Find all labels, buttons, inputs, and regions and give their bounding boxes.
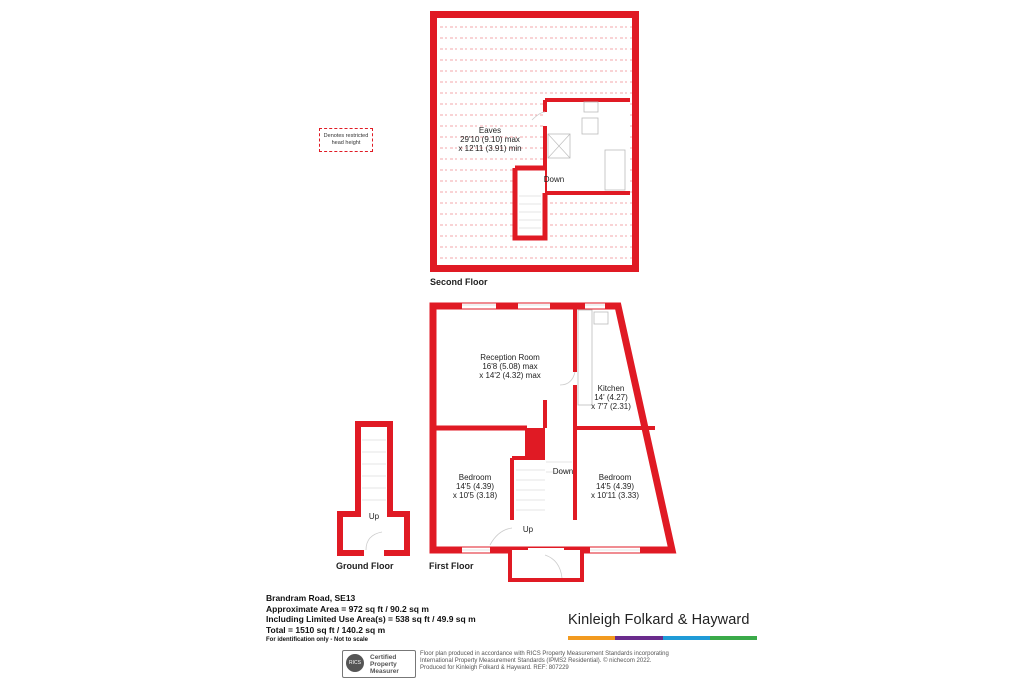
room-name: Reception Room (480, 353, 540, 362)
floor-label-first: First Floor (429, 561, 474, 571)
limited-area: Including Limited Use Area(s) = 538 sq ft / 49.9 sq m (266, 614, 476, 624)
room-dim: x 12'11 (3.91) min (458, 144, 522, 153)
room-dim: 29'10 (9.10) max (460, 135, 520, 144)
scale-note: For identification only - Not to scale (266, 637, 369, 643)
room-dim: x 14'2 (4.32) max (479, 371, 541, 380)
stairs-up-label-first: Up (522, 525, 534, 534)
room-label-eaves (440, 126, 540, 153)
room-name: Kitchen (597, 384, 625, 393)
legal-line: Floor plan produced in accordance with RICS Property Measurement Standards incorporating (420, 651, 669, 657)
rics-line: Property (370, 661, 397, 668)
stairs-down-label-first: Down (552, 467, 574, 476)
brand-bar-orange (568, 636, 615, 640)
restricted-height-legend (319, 128, 373, 152)
room-dim: x 10'11 (3.33) (590, 491, 640, 500)
rics-certified-badge (342, 650, 416, 678)
room-name: Bedroom (458, 473, 492, 482)
room-dim: 16'8 (5.08) max (482, 362, 538, 371)
room-label-bedroom-right (578, 473, 652, 500)
brand-name: Kinleigh Folkard & Hayward (568, 612, 750, 628)
room-dim: x 7'7 (2.31) (591, 402, 631, 411)
first-floor-plan (433, 305, 672, 580)
brand-bar-purple (615, 636, 663, 640)
area-info (266, 593, 476, 646)
address: Brandram Road, SE13 (266, 593, 356, 603)
rics-logo-icon: RICS (346, 654, 364, 672)
ground-floor-plan (340, 424, 407, 556)
room-dim: 14'5 (4.39) (596, 482, 634, 491)
rics-text (370, 654, 399, 675)
rics-line: Certified (370, 654, 397, 661)
stairs-up-label-ground: Up (368, 512, 380, 521)
legal-text (420, 651, 669, 672)
room-label-kitchen (583, 384, 639, 411)
legal-line: International Property Measurement Standards (IPMS2 Residential). © nichecom 2022. (420, 658, 652, 664)
approx-area: Approximate Area = 972 sq ft / 90.2 sq m (266, 603, 429, 614)
room-dim: 14'5 (4.39) (456, 482, 494, 491)
rics-line: Measurer (370, 668, 399, 675)
floor-label-second: Second Floor (430, 277, 488, 287)
room-name: Eaves (478, 126, 502, 135)
floor-label-ground: Ground Floor (336, 561, 394, 571)
room-name: Bedroom (598, 473, 632, 482)
total-area: Total = 1510 sq ft / 140.2 sq m (266, 624, 386, 635)
brand-bar-blue (663, 636, 710, 640)
stairs-down-label-second: Down (543, 175, 565, 184)
legal-line: Produced for Kinleigh Folkard & Hayward. REF: 807229 (420, 665, 569, 671)
legend-text: Denotes restricted head height (323, 133, 369, 146)
room-label-reception (455, 353, 565, 380)
room-label-bedroom-left (440, 473, 510, 500)
room-dim: 14' (4.27) (594, 393, 628, 402)
brand-bar-green (710, 636, 757, 640)
room-dim: x 10'5 (3.18) (452, 491, 498, 500)
